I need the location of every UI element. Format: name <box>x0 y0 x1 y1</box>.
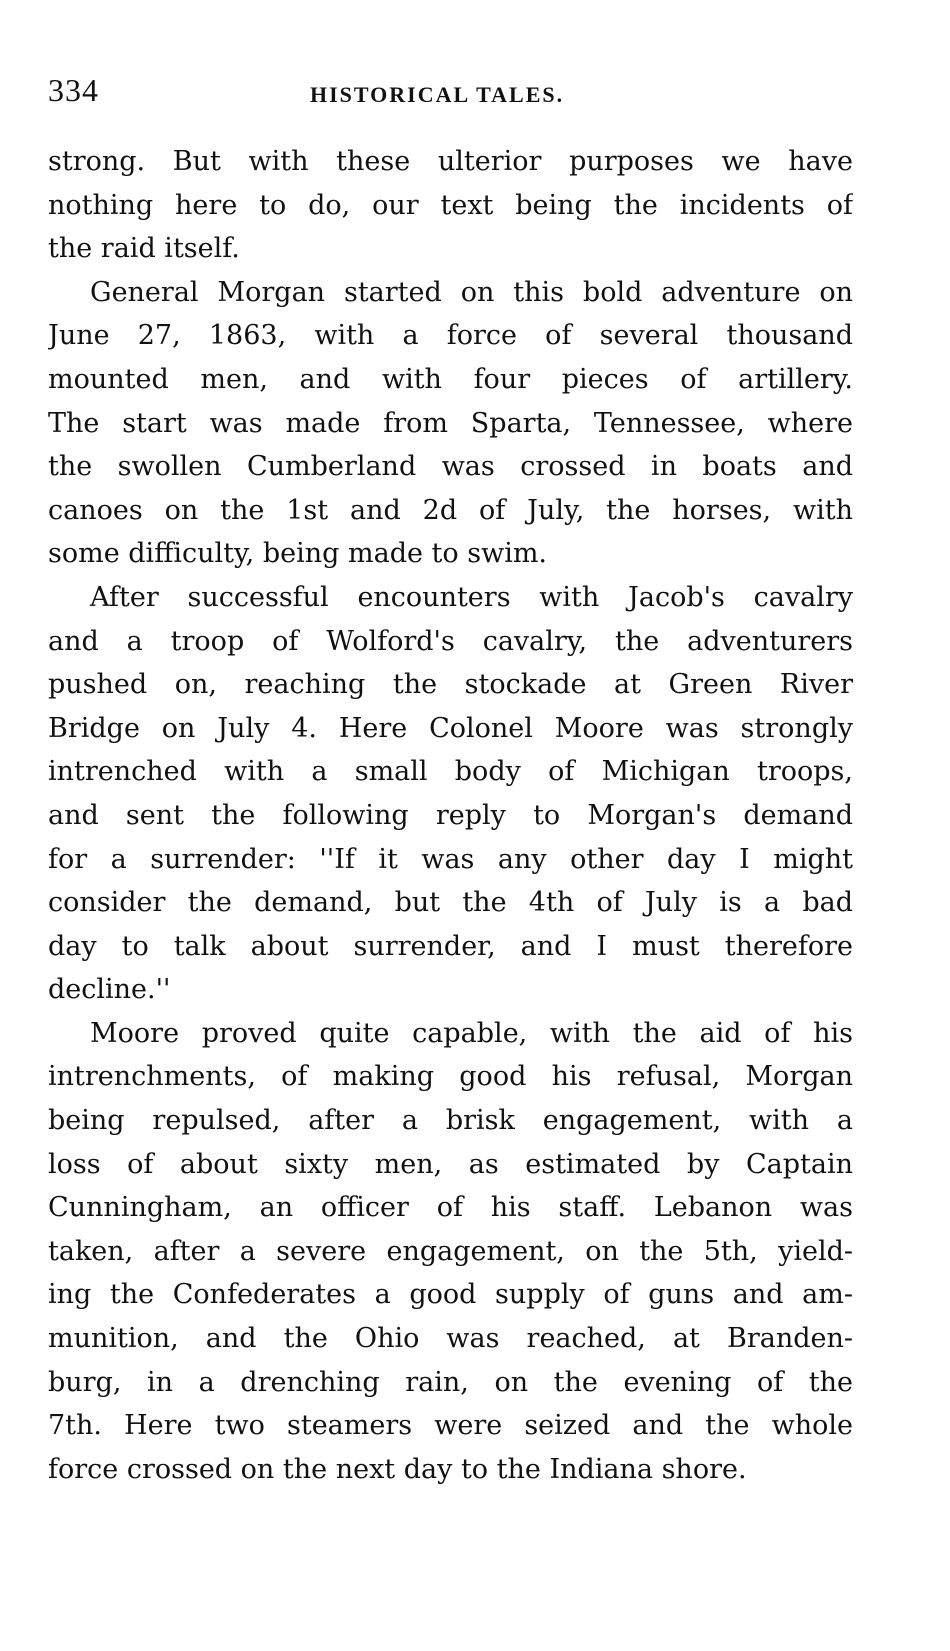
text-line: and a troop of Wolford's cavalry, the adventurers <box>48 625 853 657</box>
text-line: 7th. Here two steamers were seized and the whole <box>48 1410 853 1442</box>
text-line: some difficulty, being made to swim. <box>48 538 548 570</box>
page-header <box>48 72 900 116</box>
text-line: decline.'' <box>48 974 171 1006</box>
text-line: nothing here to do, our text being the incidents of <box>48 189 853 221</box>
text-line: burg, in a drenching rain, on the evening of the <box>48 1366 853 1398</box>
text-line: loss of about sixty men, as estimated by Captain <box>48 1148 853 1180</box>
text-line: strong. But with these ulterior purposes we have <box>48 146 853 177</box>
text-line: intrenched with a small body of Michigan troops, <box>48 756 853 788</box>
text-line: pushed on, reaching the stockade at Green River <box>48 669 853 701</box>
text-line: canoes on the 1st and 2d of July, the horses, with <box>48 494 853 526</box>
running-head: HISTORICAL TALES. <box>310 82 565 107</box>
text-line: Moore proved quite capable, with the aid of his <box>90 1017 853 1049</box>
text-line: and sent the following reply to Morgan's demand <box>48 799 853 831</box>
page-number: 334 <box>48 72 99 108</box>
text-line: Bridge on July 4. Here Colonel Moore was strongly <box>48 712 853 744</box>
text-line: June 27, 1863, with a force of several thousand <box>48 320 853 352</box>
text-line: taken, after a severe engagement, on the 5th, yield- <box>48 1235 853 1267</box>
text-line: After successful encounters with Jacob's cavalry <box>90 581 853 613</box>
text-line: Cunningham, an officer of his staff. Lebanon was <box>48 1192 853 1224</box>
text-line: day to talk about surrender, and I must therefore <box>48 930 853 962</box>
paragraph <box>48 271 853 576</box>
text-line: the swollen Cumberland was crossed in boats and <box>48 451 853 483</box>
text-line: being repulsed, after a brisk engagement, with a <box>48 1105 853 1137</box>
text-line: ing the Confederates a good supply of guns and am- <box>48 1279 853 1311</box>
text-line: The start was made from Sparta, Tennessee, where <box>48 407 853 439</box>
body-text <box>48 140 853 1491</box>
text-line: munition, and the Ohio was reached, at Branden- <box>48 1323 853 1355</box>
text-line: intrenchments, of making good his refusal, Morgan <box>48 1061 853 1093</box>
paragraph <box>48 1012 853 1492</box>
paragraph <box>48 576 853 1012</box>
text-line: the raid itself. <box>48 233 240 265</box>
text-line: for a surrender: ''If it was any other day I might <box>48 843 853 875</box>
text-line: consider the demand, but the 4th of July is a bad <box>48 887 853 919</box>
text-line: mounted men, and with four pieces of artillery. <box>48 363 853 395</box>
text-line: force crossed on the next day to the Indiana shore. <box>48 1453 747 1485</box>
text-line: General Morgan started on this bold adventure on <box>90 276 853 308</box>
paragraph <box>48 140 853 271</box>
